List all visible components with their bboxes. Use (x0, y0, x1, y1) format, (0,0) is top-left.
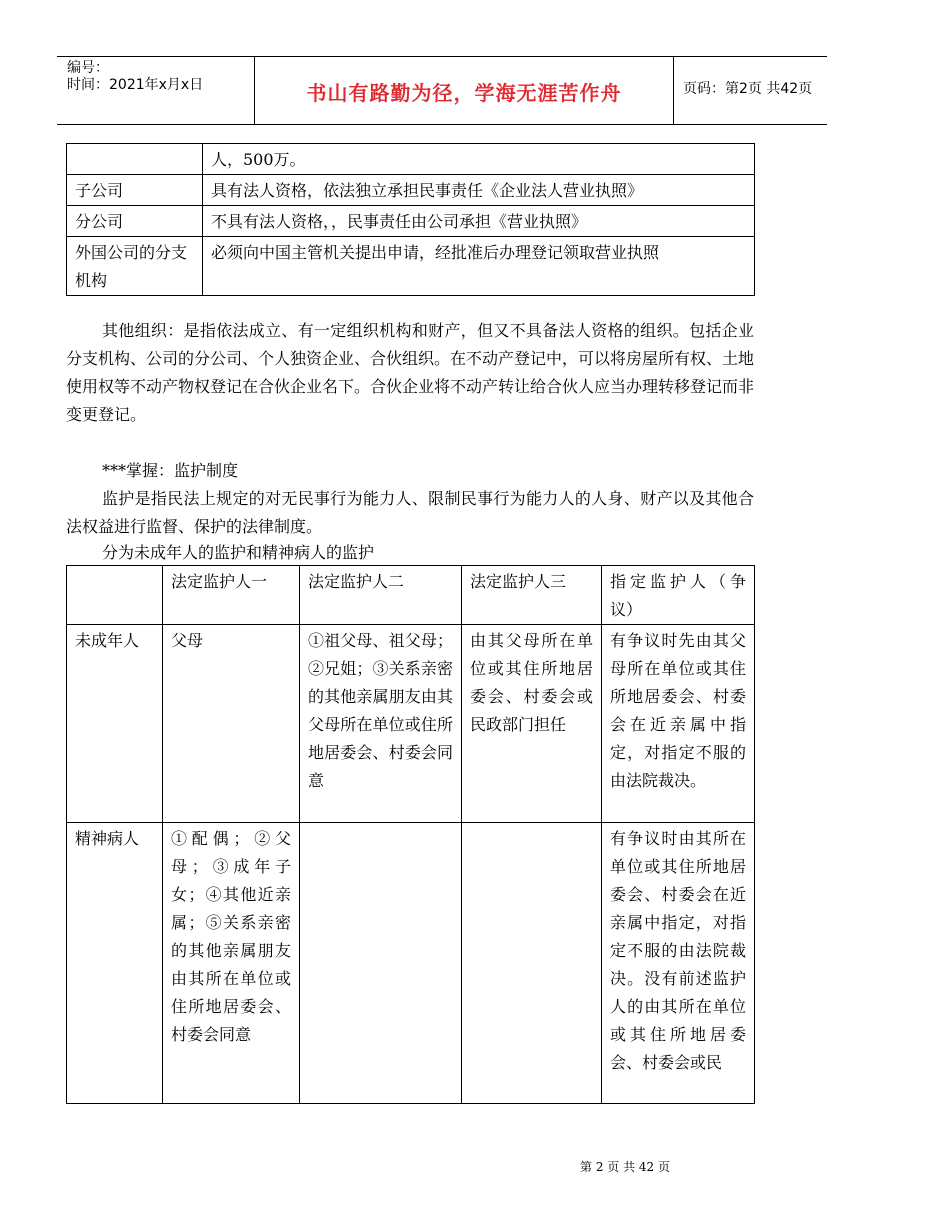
table-cell: 有争议时由其所在单位或其住所地居委会、村委会在近亲属中指定，对指定不服的由法院裁决。没有前述监护人的由其所在单位或其住所地居委会、村委会或民 (602, 823, 755, 1104)
guardianship-table (66, 565, 755, 1104)
header-motto: 书山有路勤为径，学海无涯苦作舟 (306, 81, 622, 105)
table-header-cell: 法定监护人三 (462, 566, 602, 625)
table-cell (67, 144, 203, 175)
table-cell: 有争议时先由其父母所在单位或其住所地居委会、村委会在近亲属中指定，对指定不服的由法院裁决。 (602, 625, 755, 823)
page-header (57, 56, 827, 125)
footer-page-number: 第 2 页 共 42 页 (580, 1160, 670, 1174)
header-page-label: 页码：第2页 共42页 (683, 81, 813, 97)
table-header-cell (67, 566, 163, 625)
table-cell: 未成年人 (67, 625, 163, 823)
table-cell (300, 823, 462, 1104)
company-types-table (66, 143, 755, 296)
table-cell: 子公司 (67, 175, 203, 206)
table-cell: 外国公司的分支机构 (67, 237, 203, 296)
paragraph-guardianship-definition: 监护是指民法上规定的对无民事行为能力人、限制民事行为能力人的人身、财产以及其他合法权益进行监督、保护的法律制度。 (66, 489, 754, 536)
table-header-cell: 法定监护人二 (300, 566, 462, 625)
table-cell: ①配偶；②父母；③成年子女；④其他近亲属；⑤关系亲密的其他亲属朋友由其所在单位或住所地居委会、村委会同意 (163, 823, 300, 1104)
table-cell: 分公司 (67, 206, 203, 237)
document-number-label: 编号： (67, 60, 109, 76)
paragraph-other-organizations: 其他组织：是指依法成立、有一定组织机构和财产，但又不具备法人资格的组织。包括企业分支机构、公司的分公司、个人独资企业、合伙组织。在不动产登记中，可以将房屋所有权、土地使用权等不动产物权登记在合伙企业名下。合伙企业将不动产转让给合伙人应当办理转移登记而非变更登记。 (66, 321, 755, 424)
table-header-cell: 法定监护人一 (163, 566, 300, 625)
header-meta (57, 57, 254, 124)
table-header-cell: 指定监护人（争议） (602, 566, 755, 625)
paragraph-guardianship-types: 分为未成年人的监护和精神病人的监护 (102, 543, 375, 562)
header-page-cell (674, 57, 827, 124)
table-cell: 人，500万。 (203, 144, 755, 175)
table-row (67, 823, 755, 1104)
header-motto-cell (254, 57, 674, 124)
table-cell: 由其父母所在单位或其住所地居委会、村委会或民政部门担任 (462, 625, 602, 823)
table-cell: 必须向中国主管机关提出申请，经批准后办理登记领取营业执照 (203, 237, 755, 296)
table-header-row (67, 566, 755, 625)
table-cell: ①祖父母、祖父母；②兄姐；③关系亲密的其他亲属朋友由其父母所在单位或住所地居委会、村委会同意 (300, 625, 462, 823)
table-row (67, 625, 755, 823)
table-cell: 精神病人 (67, 823, 163, 1104)
table-row (67, 237, 755, 296)
table-row (67, 144, 755, 175)
table-row (67, 175, 755, 206)
table-cell: 具有法人资格，依法独立承担民事责任《企业法人营业执照》 (203, 175, 755, 206)
document-date-label: 时间：2021年x月x日 (67, 77, 204, 93)
table-cell (462, 823, 602, 1104)
table-cell: 不具有法人资格，，民事责任由公司承担《营业执照》 (203, 206, 755, 237)
table-row (67, 206, 755, 237)
table-cell: 父母 (163, 625, 300, 823)
section-heading-guardianship: ***掌握：监护制度 (102, 461, 239, 480)
